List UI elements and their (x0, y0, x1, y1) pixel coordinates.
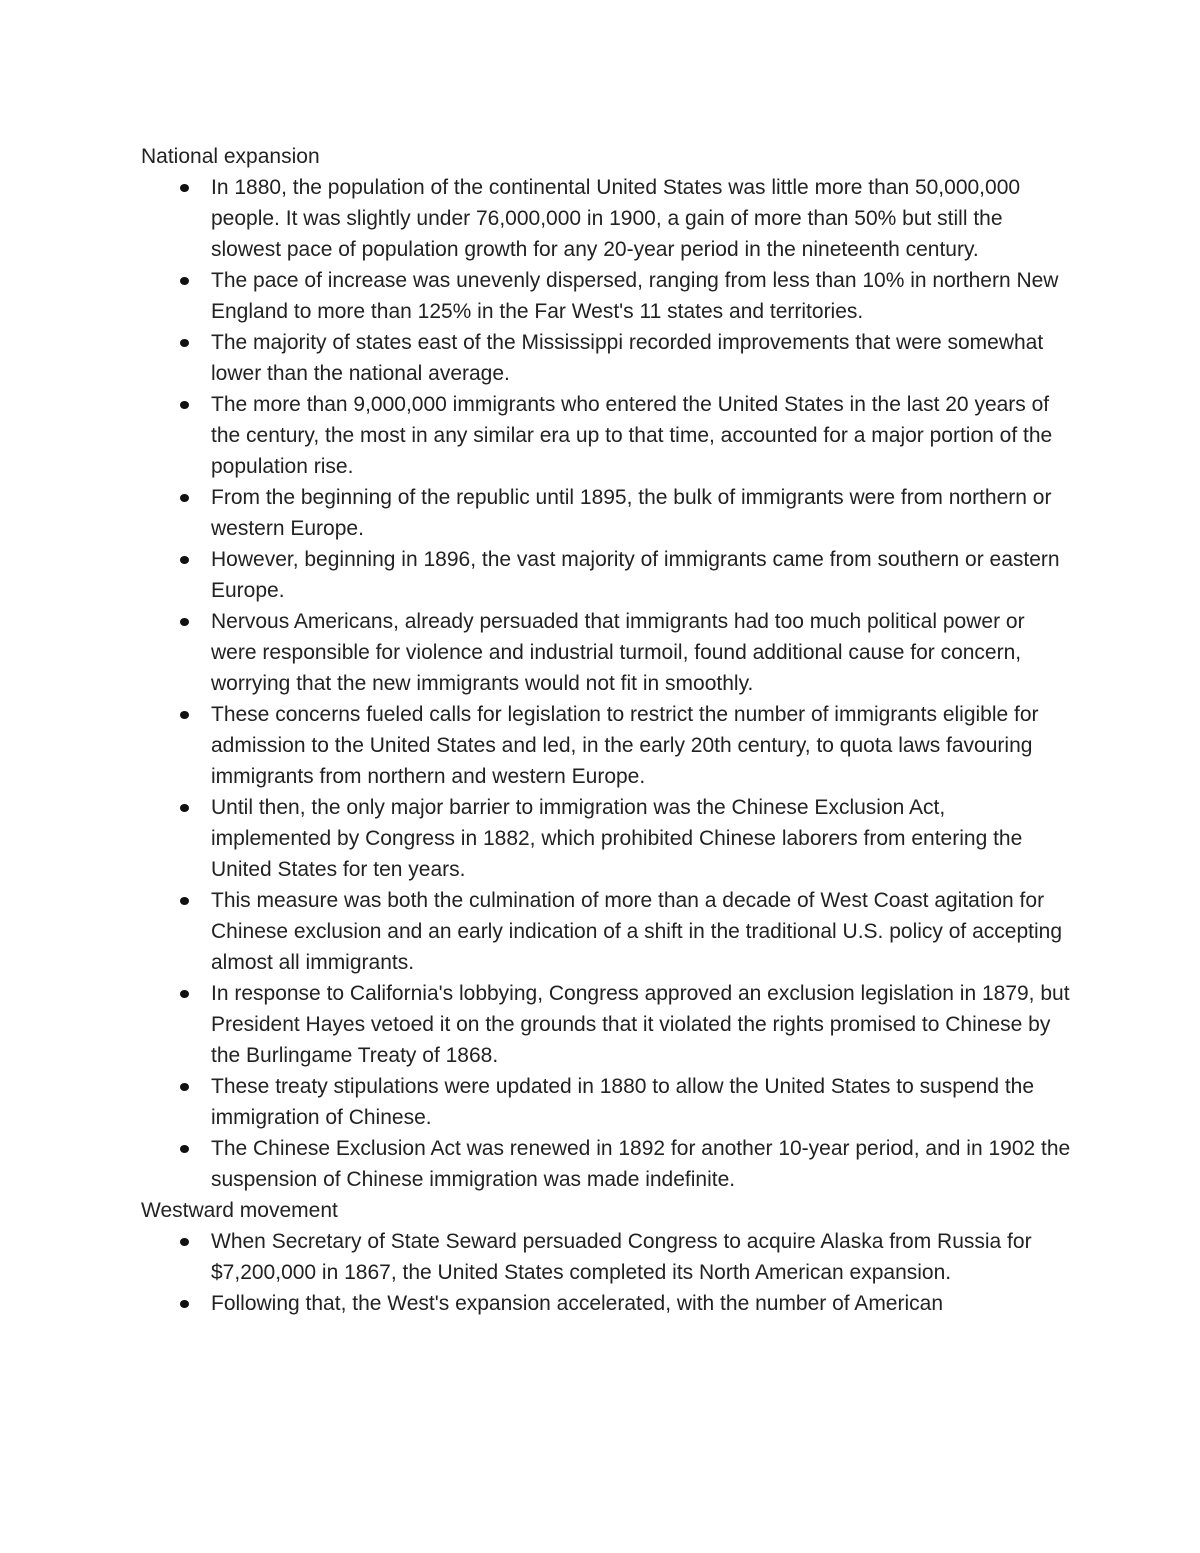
list-item (141, 1071, 1071, 1133)
list-item (141, 389, 1071, 482)
list-item-text: However, beginning in 1896, the vast majority of immigrants came from southern or eastern Europe. (211, 548, 1060, 602)
bullet-icon (180, 401, 189, 409)
list-item-text: The majority of states east of the Mississippi recorded improvements that were somewhat lower than the national average. (211, 331, 1044, 385)
bullet-icon (180, 618, 189, 626)
bullet-icon (180, 1083, 189, 1091)
list-item (141, 172, 1071, 265)
section-westward-movement (141, 1195, 1071, 1319)
list-item (141, 606, 1071, 699)
bullet-icon (180, 1300, 189, 1308)
list-item-text: Nervous Americans, already persuaded that immigrants had too much political power or were responsible for violence and industrial turmoil, found additional cause for concern, worrying that the new immigrants would not fit in smoothly. (211, 610, 1025, 695)
bullet-icon (180, 711, 189, 719)
list-item (141, 699, 1071, 792)
list-item (141, 327, 1071, 389)
bullet-icon (180, 494, 189, 502)
list-item (141, 978, 1071, 1071)
list-item (141, 265, 1071, 327)
bullet-icon (180, 277, 189, 285)
bullet-icon (180, 556, 189, 564)
bullet-icon (180, 184, 189, 192)
list-item (141, 544, 1071, 606)
list-item-text: The more than 9,000,000 immigrants who entered the United States in the last 20 years of the century, the most in any similar era up to that time, accounted for a major portion of the population rise. (211, 393, 1053, 478)
bullet-icon (180, 897, 189, 905)
bullet-icon (180, 1145, 189, 1153)
bullet-icon (180, 1238, 189, 1246)
list-item-text: These concerns fueled calls for legislation to restrict the number of immigrants eligible for admission to the United States and led, in the early 20th century, to quota laws favouring immigrants from northern and western Europe. (211, 703, 1039, 788)
list-item-text: This measure was both the culmination of more than a decade of West Coast agitation for Chinese exclusion and an early indication of a shift in the traditional U.S. policy of accepting almost all immigrants. (211, 889, 1062, 974)
list-item-text: The Chinese Exclusion Act was renewed in 1892 for another 10-year period, and in 1902 the suspension of Chinese immigration was made indefinite. (211, 1137, 1071, 1191)
list-item (141, 1226, 1071, 1288)
bullet-list (141, 1226, 1071, 1319)
list-item-text: These treaty stipulations were updated in 1880 to allow the United States to suspend the immigration of Chinese. (211, 1075, 1035, 1129)
section-heading: Westward movement (141, 1199, 338, 1222)
bullet-list (141, 172, 1071, 1195)
list-item (141, 1133, 1071, 1195)
list-item (141, 885, 1071, 978)
bullet-icon (180, 990, 189, 998)
section-heading: National expansion (141, 145, 320, 168)
list-item (141, 792, 1071, 885)
list-item (141, 482, 1071, 544)
bullet-icon (180, 339, 189, 347)
list-item-text: In response to California's lobbying, Congress approved an exclusion legislation in 1879, but President Hayes vetoed it on the grounds that it violated the rights promised to Chinese by the Burlingame Treaty of 1868. (211, 982, 1070, 1067)
bullet-icon (180, 804, 189, 812)
document-body (141, 141, 1071, 1319)
list-item-text: The pace of increase was unevenly dispersed, ranging from less than 10% in northern New England to more than 125% in the Far West's 11 states and territories. (211, 269, 1059, 323)
list-item-text: Until then, the only major barrier to immigration was the Chinese Exclusion Act, implemented by Congress in 1882, which prohibited Chinese laborers from entering the United States for ten years. (211, 796, 1023, 881)
list-item-text: Following that, the West's expansion accelerated, with the number of American (211, 1292, 944, 1315)
list-item-text: In 1880, the population of the continental United States was little more than 50,000,000 people. It was slightly under 76,000,000 in 1900, a gain of more than 50% but still the slowest pace of population growth for any 20-year period in the nineteenth century. (211, 176, 1021, 261)
list-item (141, 1288, 1071, 1319)
list-item-text: From the beginning of the republic until 1895, the bulk of immigrants were from northern or western Europe. (211, 486, 1052, 540)
list-item-text: When Secretary of State Seward persuaded Congress to acquire Alaska from Russia for $7,200,000 in 1867, the United States completed its North American expansion. (211, 1230, 1032, 1284)
section-national-expansion (141, 141, 1071, 1195)
